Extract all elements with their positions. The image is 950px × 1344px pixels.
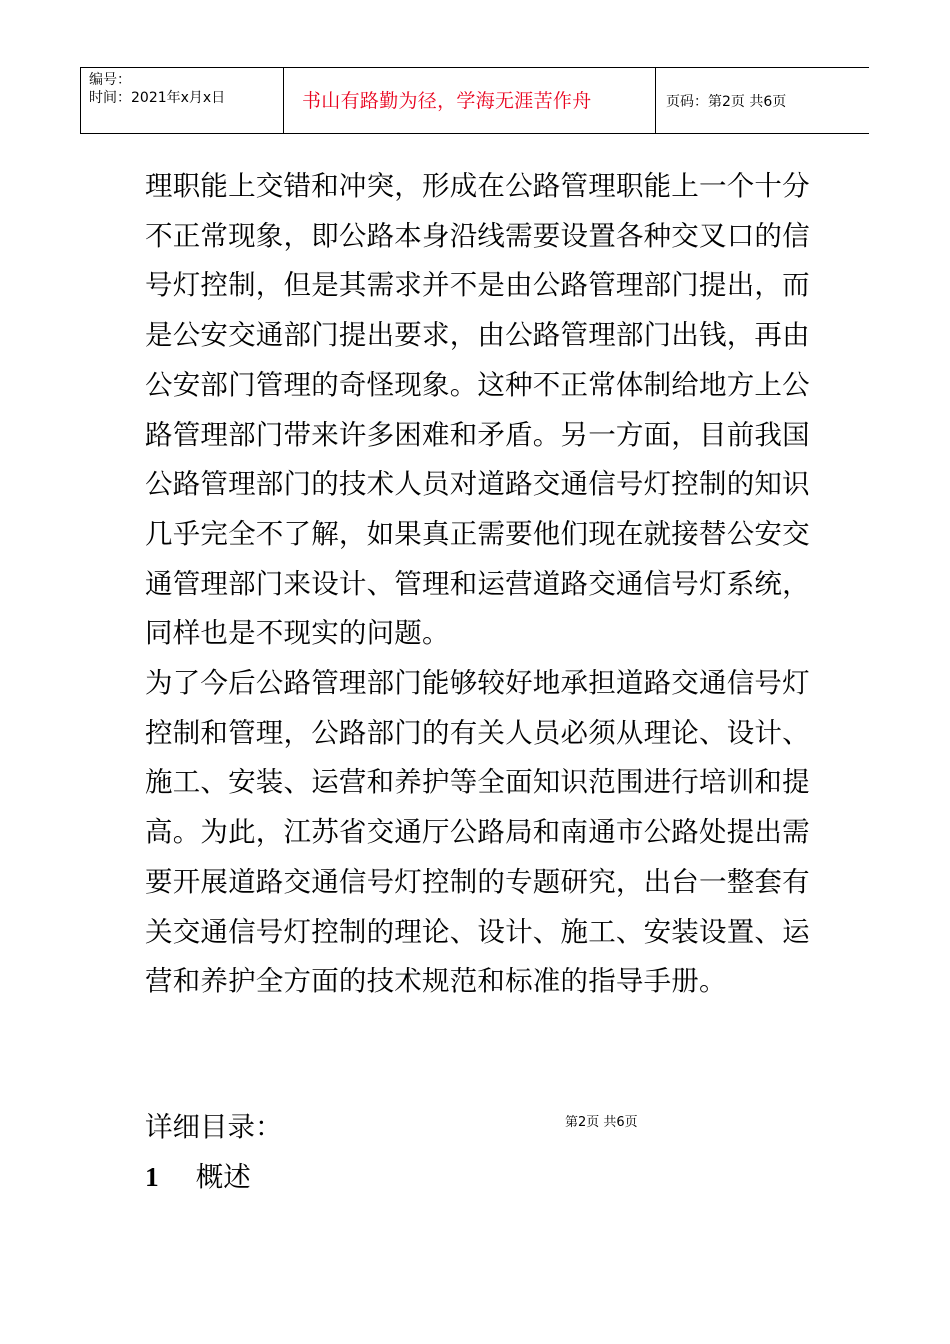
date-label: 时间：2021年x月x日 (89, 90, 226, 106)
serial-label: 编号： (89, 72, 131, 88)
toc-title: 详细目录： (145, 1111, 283, 1143)
section-title: 概述 (195, 1161, 251, 1193)
paragraph-1: 理职能上交错和冲突，形成在公路管理职能上一个十分不正常现象，即公路本身沿线需要设置各种交叉口的信号灯控制，但是其需求并不是由公路管理部门提出，而是公安交通部门提出要求，由公路管理部门出钱，再由公安部门管理的奇怪现象。这种不正常体制给地方上公路管理部门带来许多困难和矛盾。另一方面，目前我国公路管理部门的技术人员对道路交通信号灯控制的知识几乎完全不了解，如果真正需要他们现在就接替公安交通管理部门来设计、管理和运营道路交通信号灯系统，同样也是不现实的问题。 (145, 170, 810, 650)
paragraph-2: 为了今后公路管理部门能够较好地承担道路交通信号灯控制和管理，公路部门的有关人员必须从理论、设计、施工、安装、运营和养护等全面知识范围进行培训和提高。为此，江苏省交通厅公路局和南通市公路处提出需要开展道路交通信号灯控制的专题研究，出台一整套有关交通信号灯控制的理论、设计、施工、安装设置、运营和养护全方面的技术规范和标准的指导手册。 (145, 667, 810, 998)
page-footer: 第2页 共6页 (565, 1115, 638, 1130)
header-motto: 书山有路勤为径，学海无涯苦作舟 (284, 68, 656, 133)
document-header (80, 67, 869, 134)
body-text (145, 162, 813, 1007)
section-heading (145, 1157, 251, 1197)
header-meta (81, 68, 284, 133)
section-number: 1 (145, 1161, 159, 1192)
header-page-info: 页码：第2页 共6页 (666, 93, 787, 110)
